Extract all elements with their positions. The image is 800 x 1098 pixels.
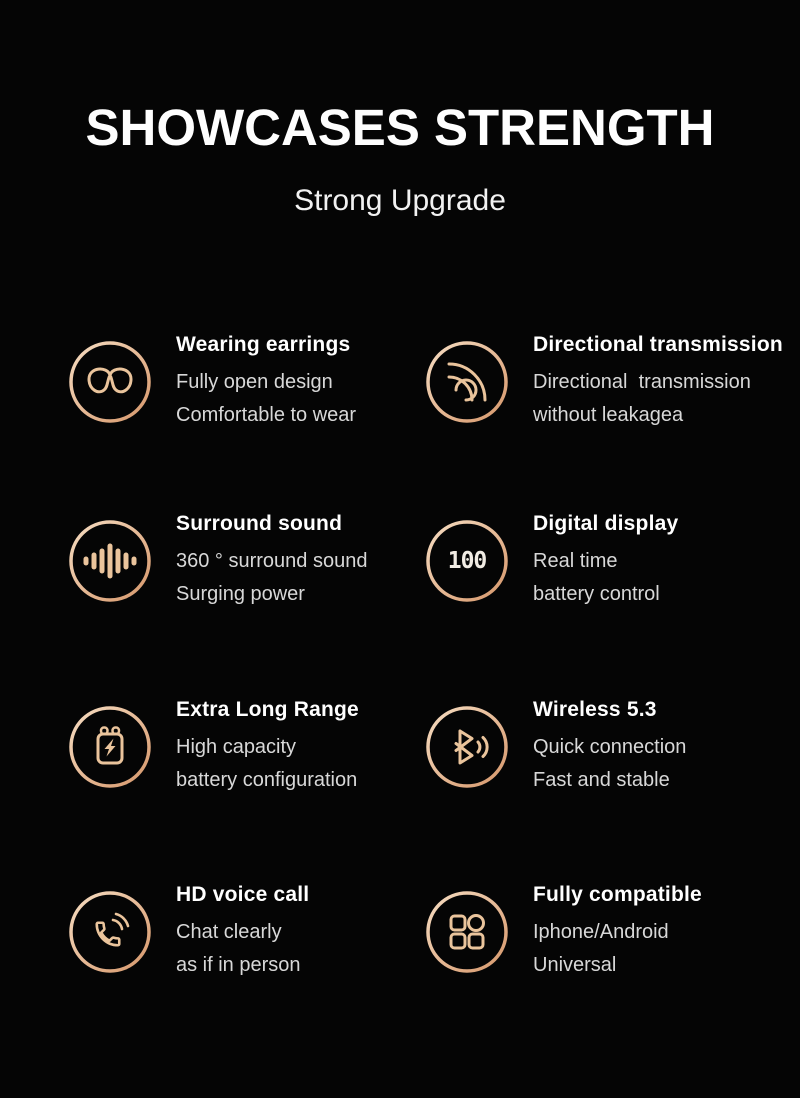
feature-line: Chat clearly xyxy=(176,920,282,943)
feature-line: as if in person xyxy=(176,953,301,976)
feature-title: Surround sound xyxy=(176,511,343,535)
feature-title: Fully compatible xyxy=(533,882,702,906)
digital-display-icon xyxy=(425,519,509,603)
feature-fully-compatible xyxy=(425,842,783,1022)
feature-digital-display xyxy=(425,470,783,652)
feature-title: Digital display xyxy=(533,511,679,535)
feature-line: Iphone/Android xyxy=(533,920,669,943)
feature-line: Quick connection xyxy=(533,735,687,758)
bluetooth-icon xyxy=(425,705,509,789)
feature-title: Extra Long Range xyxy=(176,697,359,721)
feature-extra-long-range xyxy=(68,652,425,842)
feature-directional-transmission xyxy=(425,294,783,470)
feature-line: High capacity xyxy=(176,735,297,758)
feature-line: without leakagea xyxy=(533,403,684,426)
feature-line: Comfortable to wear xyxy=(176,403,357,426)
feature-grid xyxy=(68,294,783,1022)
page-title: SHOWCASES STRENGTH xyxy=(85,99,715,156)
feature-line: battery control xyxy=(533,582,660,605)
digital-display-value: 100 xyxy=(447,548,487,574)
feature-title: Directional transmission xyxy=(533,332,783,356)
feature-surround-sound xyxy=(68,470,425,652)
waveform-icon xyxy=(68,519,152,603)
directional-waves-icon xyxy=(425,340,509,424)
feature-wearing-earrings xyxy=(68,294,425,470)
phone-call-icon xyxy=(68,890,152,974)
feature-line: Universal xyxy=(533,953,617,976)
feature-line: 360 ° surround sound xyxy=(176,549,368,572)
feature-title: Wearing earrings xyxy=(176,332,351,356)
page-subtitle: Strong Upgrade xyxy=(294,184,506,217)
app-grid-icon xyxy=(425,890,509,974)
feature-line: Directional transmission xyxy=(533,370,751,393)
feature-title: HD voice call xyxy=(176,882,310,906)
feature-hd-voice-call xyxy=(68,842,425,1022)
earring-icon xyxy=(68,340,152,424)
feature-line: Surging power xyxy=(176,582,305,605)
feature-line: Real time xyxy=(533,549,618,572)
feature-line: Fast and stable xyxy=(533,768,670,791)
feature-title: Wireless 5.3 xyxy=(533,697,657,721)
battery-charge-icon xyxy=(68,705,152,789)
feature-line: battery configuration xyxy=(176,768,358,791)
feature-wireless xyxy=(425,652,783,842)
feature-line: Fully open design xyxy=(176,370,333,393)
